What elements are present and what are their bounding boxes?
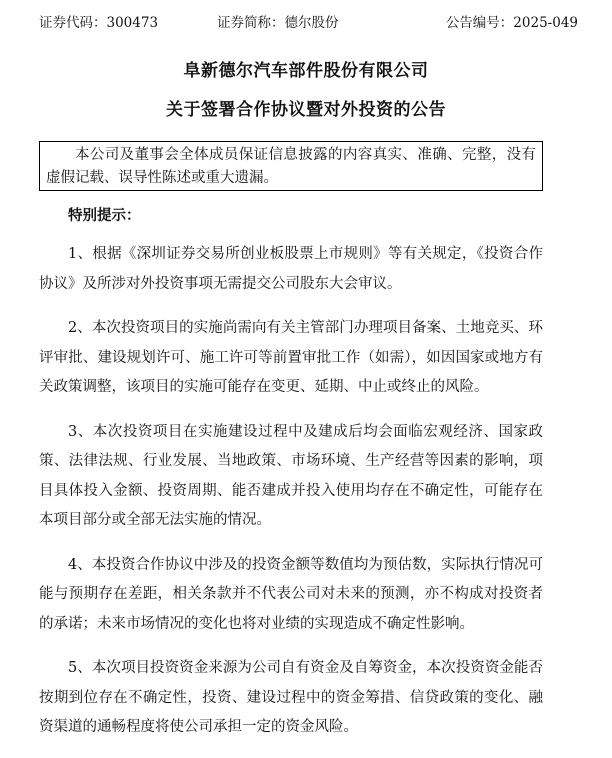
- special-tips-heading: 特别提示：: [68, 208, 141, 224]
- stock-code: 证券代码：300473: [39, 15, 159, 31]
- tip-item-1: 1、根据《深圳证券交易所创业板股票上市规则》等有关规定，《投资合作协议》及所涉对外投资事项无需提交公司股东大会审议。: [39, 246, 543, 292]
- tip-item-2: 2、本次投资项目的实施尚需向有关主管部门办理项目备案、土地竞买、环评审批、建设规划许可、施工许可等前置审批工作（如需），如因国家或地方有关政策调整，该项目的实施可能存在变更、延期、中止或终止的风险。: [39, 320, 543, 395]
- announcement-title: 关于签署合作协议暨对外投资的公告: [166, 100, 446, 120]
- tip-item-3: 3、本次投资项目在实施建设过程中及建成后均会面临宏观经济、国家政策、法律法规、行业发展、当地政策、市场环境、生产经营等因素的影响，项目具体投入金额、投资周期、能否建成并投入使用均存在不确定性，可能存在本项目部分或全部无法实施的情况。: [39, 423, 543, 528]
- announcement-number: 公告编号：2025-049: [445, 15, 578, 31]
- document-header: [39, 13, 578, 33]
- tip-item-5: 5、本次项目投资资金来源为公司自有资金及自筹资金，本次投资资金能否按期到位存在不确定性，投资、建设过程中的资金筹措、信贷政策的变化、融资渠道的通畅程度将使公司承担一定的资金风险。: [39, 660, 543, 735]
- special-tips-list: [39, 240, 543, 758]
- disclosure-notice-box: 本公司及董事会全体成员保证信息披露的内容真实、准确、完整，没有虚假记载、误导性陈述或重大遗漏。: [39, 141, 543, 191]
- tip-item-4: 4、本投资合作协议中涉及的投资金额等数值均为预估数，实际执行情况可能与预期存在差距，相关条款并不代表公司对未来的预测，亦不构成对投资者的承诺；未来市场情况的变化也将对业绩的实现造成不确定性影响。: [39, 556, 543, 632]
- company-name-title: 阜新德尔汽车部件股份有限公司: [183, 61, 429, 81]
- stock-abbreviation: 证券简称：德尔股份: [217, 15, 339, 31]
